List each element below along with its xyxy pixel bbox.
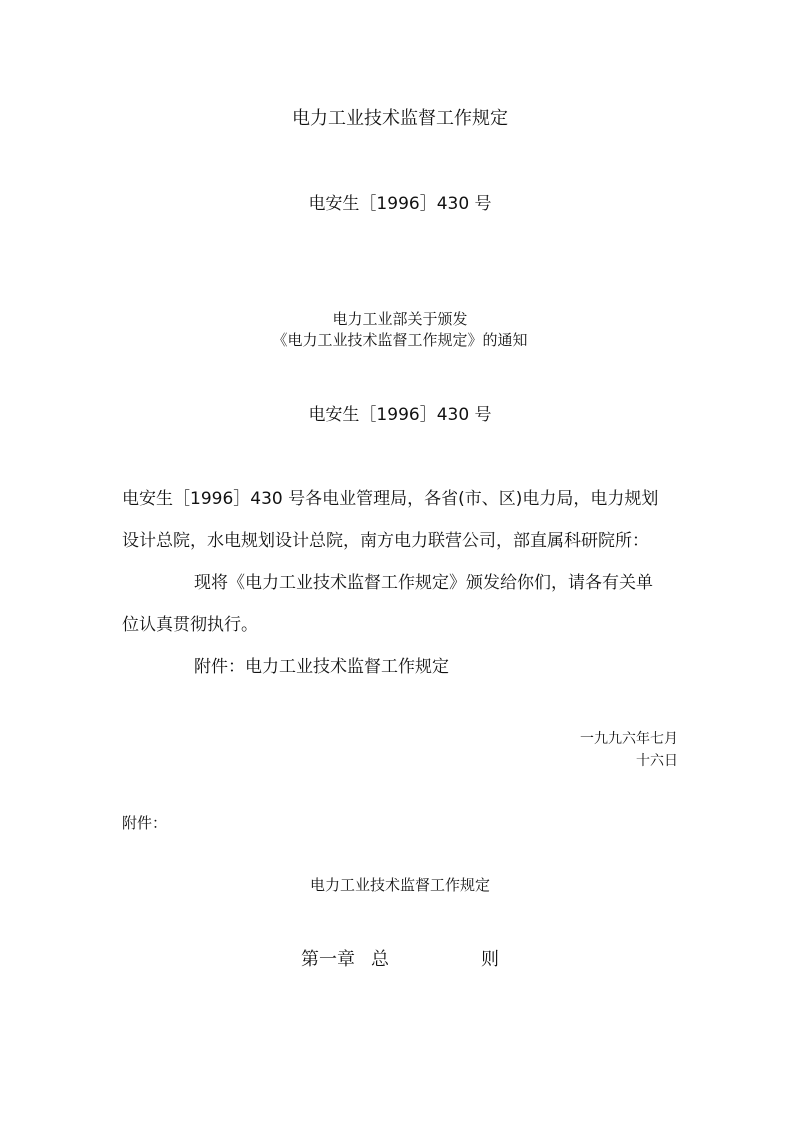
document-title: 电力工业技术监督工作规定 [292,108,508,129]
body-line-4: 位认真贯彻执行。 [122,615,258,635]
document-number-repeat: 电安生［1996］430 号 [308,405,492,425]
issue-date-line-1: 一九九六年七月 [580,731,678,747]
issue-date-line-2: 十六日 [636,753,678,769]
body-line-3: 现将《电力工业技术监督工作规定》颁发给你们，请各有关单 [194,573,653,593]
chapter-word-2: 则 [481,949,499,970]
body-line-1: 电安生［1996］430 号各电业管理局，各省(市、区)电力局，电力规划 [122,489,659,509]
notice-heading-line-1: 电力工业部关于颁发 [332,310,468,328]
attachment-title: 电力工业技术监督工作规定 [309,876,490,894]
attachment-reference: 附件：电力工业技术监督工作规定 [194,657,449,677]
chapter-heading [0,945,800,971]
document-number: 电安生［1996］430 号 [308,194,492,214]
chapter-word-1: 总 [371,949,389,970]
attachment-label: 附件： [122,814,168,832]
body-line-2: 设计总院，水电规划设计总院，南方电力联营公司，部直属科研院所： [122,531,649,551]
chapter-number: 第一章 [301,949,355,970]
notice-heading-line-2: 《电力工业技术监督工作规定》的通知 [272,331,528,349]
